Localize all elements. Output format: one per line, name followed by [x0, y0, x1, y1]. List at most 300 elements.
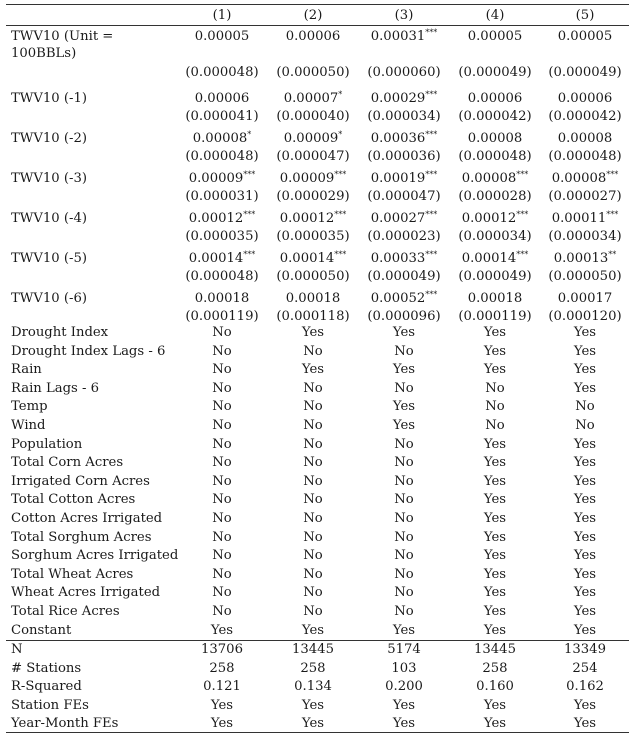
- standard-error-cell: (0.000028): [458, 189, 532, 204]
- coefficient-cell: [358, 28, 450, 46]
- standard-error-cell: (0.000027): [548, 189, 622, 204]
- coefficient-cell: [450, 130, 540, 148]
- control-indicator-cell: No: [303, 492, 323, 508]
- standard-error-row: [0, 108, 635, 126]
- top-rule: [6, 4, 629, 5]
- standard-error-cell: (0.000042): [548, 109, 622, 124]
- control-row: [0, 529, 635, 547]
- statistic-cell: 13706: [201, 642, 243, 657]
- control-indicator-cell: No: [212, 604, 232, 619]
- statistic-cell: 258: [482, 660, 508, 676]
- column-header-4: (4): [485, 8, 505, 23]
- significance-stars: **: [608, 250, 617, 259]
- significance-stars: ***: [425, 250, 438, 259]
- coefficient-row: [0, 90, 635, 108]
- row-label: Station FEs: [11, 697, 89, 713]
- control-indicator-cell: No: [212, 436, 232, 452]
- control-indicator-cell: Yes: [301, 325, 325, 340]
- control-indicator-cell: Yes: [483, 492, 507, 508]
- standard-error-row: [0, 188, 635, 206]
- coefficient-cell: [358, 210, 450, 228]
- control-indicator-cell: Yes: [392, 399, 416, 415]
- standard-error-cell: (0.000049): [458, 65, 532, 80]
- standard-error-cell: (0.000023): [367, 229, 441, 244]
- coefficient-cell: [268, 130, 358, 148]
- coefficient-value: 0.00008: [192, 131, 248, 146]
- coefficient-row: [0, 290, 635, 308]
- statistic-cell: Yes: [483, 716, 507, 732]
- standard-error-cell: (0.000120): [548, 309, 622, 324]
- control-indicator-cell: Yes: [573, 511, 597, 526]
- significance-stars: ***: [425, 290, 438, 299]
- coefficient-value: 0.00008: [557, 131, 613, 146]
- significance-stars: ***: [243, 250, 256, 259]
- control-indicator-cell: No: [212, 343, 232, 359]
- statistic-cell: 0.162: [566, 679, 604, 695]
- row-label: Constant: [11, 622, 72, 638]
- standard-error-cell: (0.000034): [548, 229, 622, 244]
- coefficient-value: 0.00009: [279, 171, 335, 186]
- control-indicator-cell: No: [303, 548, 323, 564]
- control-indicator-cell: No: [212, 511, 232, 526]
- standard-error-cell: (0.000048): [185, 65, 259, 80]
- control-row: [0, 361, 635, 379]
- coefficient-row: [0, 130, 635, 148]
- significance-stars: *: [338, 130, 343, 139]
- standard-error-cell: (0.000050): [276, 65, 350, 80]
- control-indicator-cell: No: [575, 399, 595, 415]
- coefficient-value: 0.00036: [370, 131, 426, 146]
- control-indicator-cell: No: [303, 343, 323, 359]
- coefficient-value: 0.00018: [467, 291, 523, 306]
- row-label: Rain Lags - 6: [11, 380, 100, 396]
- row-label: Total Wheat Acres: [11, 566, 134, 582]
- statistic-cell: 0.134: [294, 679, 332, 695]
- coefficient-cell: [176, 290, 268, 308]
- control-indicator-cell: No: [303, 436, 323, 452]
- column-header-5: (5): [575, 8, 595, 23]
- control-indicator-cell: No: [303, 604, 323, 619]
- control-indicator-cell: Yes: [301, 622, 325, 638]
- row-label: TWV10 (-1): [11, 91, 87, 106]
- control-indicator-cell: No: [303, 511, 323, 526]
- standard-error-cell: (0.000096): [367, 309, 441, 324]
- control-indicator-cell: No: [212, 325, 232, 340]
- coefficient-value: 0.00029: [370, 91, 426, 106]
- significance-stars: ***: [425, 210, 438, 219]
- statistic-cell: 0.160: [476, 679, 514, 695]
- coefficient-cell: [540, 170, 630, 188]
- row-label: R-Squared: [11, 679, 82, 695]
- coefficient-cell: [176, 210, 268, 228]
- statistic-row: [0, 715, 635, 733]
- standard-error-row: [0, 268, 635, 286]
- control-indicator-cell: No: [394, 492, 414, 508]
- standard-error-cell: (0.000118): [276, 309, 350, 324]
- control-indicator-cell: Yes: [573, 585, 597, 601]
- row-label: TWV10 (-4): [11, 211, 87, 226]
- significance-stars: ***: [606, 170, 619, 179]
- coefficient-value: 0.00027: [370, 211, 426, 226]
- column-header-row: [0, 7, 635, 25]
- coefficient-cell: [358, 170, 450, 188]
- control-indicator-cell: No: [394, 436, 414, 452]
- significance-stars: ***: [425, 28, 438, 37]
- significance-stars: ***: [334, 250, 347, 259]
- control-indicator-cell: No: [303, 585, 323, 601]
- coefficient-cell: [268, 250, 358, 268]
- statistic-cell: 5174: [387, 642, 421, 657]
- statistic-cell: 254: [572, 660, 598, 676]
- coefficient-value: 0.00006: [285, 29, 341, 44]
- coefficient-cell: [268, 290, 358, 308]
- control-row: [0, 436, 635, 454]
- control-indicator-cell: No: [394, 566, 414, 582]
- coefficient-cell: [176, 170, 268, 188]
- statistic-row: [0, 697, 635, 715]
- significance-stars: ***: [243, 170, 256, 179]
- significance-stars: *: [338, 90, 343, 99]
- control-indicator-cell: No: [212, 585, 232, 601]
- significance-stars: ***: [516, 170, 529, 179]
- row-label: Drought Index Lags - 6: [11, 343, 166, 359]
- row-label: N: [11, 642, 23, 657]
- significance-stars: ***: [516, 210, 529, 219]
- statistic-cell: 0.200: [385, 679, 423, 695]
- control-indicator-cell: No: [212, 473, 232, 489]
- control-row: [0, 343, 635, 361]
- coefficient-cell: [268, 28, 358, 46]
- row-label: Total Rice Acres: [11, 604, 120, 619]
- statistic-cell: Yes: [210, 716, 234, 732]
- significance-stars: ***: [606, 210, 619, 219]
- coefficient-value: 0.00011: [551, 211, 607, 226]
- row-label: Total Cotton Acres: [11, 492, 136, 508]
- standard-error-cell: (0.000119): [185, 309, 259, 324]
- control-indicator-cell: No: [394, 548, 414, 564]
- control-row: [0, 603, 635, 621]
- row-label: Sorghum Acres Irrigated: [11, 548, 179, 564]
- coefficient-cell: [540, 250, 630, 268]
- coefficient-value: 0.00052: [370, 291, 426, 306]
- header-rule: [6, 25, 629, 26]
- standard-error-cell: (0.000047): [367, 189, 441, 204]
- coefficient-value: 0.00009: [283, 131, 339, 146]
- control-indicator-cell: No: [394, 511, 414, 526]
- standard-error-row: [0, 228, 635, 246]
- control-indicator-cell: Yes: [483, 566, 507, 582]
- coefficient-value: 0.00012: [279, 211, 335, 226]
- significance-stars: ***: [425, 170, 438, 179]
- statistic-cell: 13445: [474, 642, 516, 657]
- statistic-cell: Yes: [573, 697, 597, 713]
- control-row: [0, 454, 635, 472]
- standard-error-cell: (0.000050): [276, 269, 350, 284]
- row-label: Temp: [11, 399, 48, 415]
- row-label: TWV10 (-5): [11, 251, 87, 266]
- standard-error-cell: (0.000119): [458, 309, 532, 324]
- control-row: [0, 566, 635, 584]
- coefficient-value: 0.00012: [461, 211, 517, 226]
- coefficient-cell: [176, 28, 268, 46]
- row-label: # Stations: [11, 660, 82, 676]
- coefficient-cell: [176, 250, 268, 268]
- row-label: Irrigated Corn Acres: [11, 473, 150, 489]
- control-indicator-cell: Yes: [392, 418, 416, 433]
- row-label: Year-Month FEs: [11, 716, 119, 732]
- row-label: Rain: [11, 362, 42, 378]
- control-indicator-cell: Yes: [573, 492, 597, 508]
- row-label: TWV10 (-6): [11, 291, 87, 306]
- coefficient-value: 0.00033: [370, 251, 426, 266]
- coefficient-value: 0.00031: [370, 29, 426, 44]
- control-indicator-cell: No: [212, 362, 232, 378]
- control-indicator-cell: No: [212, 529, 232, 545]
- standard-error-cell: (0.000048): [185, 269, 259, 284]
- row-label: Drought Index: [11, 325, 109, 340]
- standard-error-cell: (0.000048): [548, 149, 622, 164]
- statistic-row: [0, 641, 635, 659]
- coefficient-value: 0.00017: [557, 291, 613, 306]
- control-row: [0, 380, 635, 398]
- coefficient-cell: [540, 130, 630, 148]
- statistic-cell: Yes: [573, 716, 597, 732]
- standard-error-cell: (0.000048): [458, 149, 532, 164]
- control-indicator-cell: Yes: [573, 604, 597, 619]
- significance-stars: ***: [334, 210, 347, 219]
- standard-error-cell: (0.000034): [458, 229, 532, 244]
- coefficient-value: 0.00007: [283, 91, 339, 106]
- standard-error-cell: (0.000029): [276, 189, 350, 204]
- control-indicator-cell: Yes: [483, 436, 507, 452]
- standard-error-cell: (0.000050): [548, 269, 622, 284]
- significance-stars: ***: [516, 250, 529, 259]
- control-indicator-cell: Yes: [573, 325, 597, 340]
- control-indicator-cell: Yes: [392, 325, 416, 340]
- statistic-cell: Yes: [301, 697, 325, 713]
- row-label: Cotton Acres Irrigated: [11, 511, 163, 526]
- control-indicator-cell: Yes: [573, 380, 597, 396]
- control-row: [0, 324, 635, 342]
- row-label: TWV10 (Unit =: [11, 29, 114, 44]
- significance-stars: ***: [425, 90, 438, 99]
- statistic-cell: 13445: [292, 642, 334, 657]
- control-indicator-cell: No: [303, 455, 323, 471]
- control-indicator-cell: No: [394, 604, 414, 619]
- control-indicator-cell: Yes: [483, 362, 507, 378]
- control-indicator-cell: No: [212, 566, 232, 582]
- control-row: [0, 398, 635, 416]
- coefficient-cell: [450, 250, 540, 268]
- control-row: [0, 622, 635, 640]
- control-indicator-cell: Yes: [483, 343, 507, 359]
- control-row: [0, 473, 635, 491]
- control-row: [0, 510, 635, 528]
- column-header-3: (3): [394, 8, 414, 23]
- control-indicator-cell: No: [212, 380, 232, 396]
- coefficient-row: [0, 28, 635, 46]
- control-indicator-cell: Yes: [483, 473, 507, 489]
- coefficient-cell: [540, 28, 630, 46]
- coefficient-value: 0.00006: [557, 91, 613, 106]
- row-label: Total Corn Acres: [11, 455, 124, 471]
- row-label-continuation: 100BBLs): [11, 46, 77, 61]
- statistic-cell: 258: [300, 660, 326, 676]
- control-indicator-cell: Yes: [483, 622, 507, 638]
- control-indicator-cell: Yes: [392, 622, 416, 638]
- statistic-cell: 0.121: [203, 679, 241, 695]
- standard-error-cell: (0.000031): [185, 189, 259, 204]
- control-row: [0, 547, 635, 565]
- control-indicator-cell: No: [303, 380, 323, 396]
- control-indicator-cell: No: [303, 566, 323, 582]
- statistic-row: [0, 660, 635, 678]
- significance-stars: *: [247, 130, 252, 139]
- statistic-cell: Yes: [392, 716, 416, 732]
- statistic-cell: Yes: [392, 697, 416, 713]
- coefficient-value: 0.00013: [553, 251, 609, 266]
- significance-stars: ***: [425, 130, 438, 139]
- control-indicator-cell: No: [212, 418, 232, 433]
- control-row: [0, 417, 635, 435]
- control-indicator-cell: Yes: [483, 604, 507, 619]
- column-header-1: (1): [212, 8, 232, 23]
- control-indicator-cell: No: [394, 343, 414, 359]
- standard-error-cell: (0.000047): [276, 149, 350, 164]
- control-indicator-cell: No: [212, 492, 232, 508]
- standard-error-cell: (0.000035): [276, 229, 350, 244]
- coefficient-cell: [268, 210, 358, 228]
- coefficient-cell: [358, 250, 450, 268]
- standard-error-cell: (0.000049): [367, 269, 441, 284]
- control-indicator-cell: No: [303, 399, 323, 415]
- coefficient-cell: [176, 130, 268, 148]
- statistic-cell: 258: [209, 660, 235, 676]
- coefficient-cell: [540, 210, 630, 228]
- coefficient-cell: [176, 90, 268, 108]
- coefficient-cell: [450, 170, 540, 188]
- coefficient-value: 0.00005: [467, 29, 523, 44]
- coefficient-cell: [358, 130, 450, 148]
- coefficient-cell: [358, 290, 450, 308]
- control-indicator-cell: Yes: [483, 585, 507, 601]
- coefficient-cell: [450, 90, 540, 108]
- coefficient-cell: [268, 170, 358, 188]
- coefficient-value: 0.00008: [551, 171, 607, 186]
- standard-error-cell: (0.000060): [367, 65, 441, 80]
- coefficient-row: [0, 210, 635, 228]
- control-indicator-cell: No: [212, 548, 232, 564]
- control-indicator-cell: Yes: [483, 455, 507, 471]
- control-indicator-cell: No: [394, 529, 414, 545]
- statistic-row: [0, 678, 635, 696]
- standard-error-cell: (0.000040): [276, 109, 350, 124]
- control-indicator-cell: Yes: [573, 529, 597, 545]
- standard-error-cell: (0.000036): [367, 149, 441, 164]
- coefficient-value: 0.00019: [370, 171, 426, 186]
- column-header-2: (2): [303, 8, 323, 23]
- row-label: Wheat Acres Irrigated: [11, 585, 161, 601]
- coefficient-row: [0, 250, 635, 268]
- coefficient-row: [0, 170, 635, 188]
- coefficient-cell: [450, 28, 540, 46]
- control-row: [0, 491, 635, 509]
- coefficient-value: 0.00018: [285, 291, 341, 306]
- standard-error-cell: (0.000049): [458, 269, 532, 284]
- standard-error-cell: (0.000048): [185, 149, 259, 164]
- coefficient-cell: [540, 290, 630, 308]
- row-label: Total Sorghum Acres: [11, 529, 152, 545]
- standard-error-row: [0, 64, 635, 82]
- statistic-cell: 13349: [564, 642, 606, 657]
- coefficient-cell: [450, 210, 540, 228]
- significance-stars: ***: [334, 170, 347, 179]
- control-indicator-cell: Yes: [392, 362, 416, 378]
- coefficient-value: 0.00006: [467, 91, 523, 106]
- coefficient-value: 0.00009: [188, 171, 244, 186]
- control-indicator-cell: Yes: [483, 325, 507, 340]
- coefficient-value: 0.00005: [557, 29, 613, 44]
- row-label: Wind: [11, 418, 46, 433]
- statistic-cell: Yes: [483, 697, 507, 713]
- coefficient-value: 0.00006: [194, 91, 250, 106]
- statistic-cell: Yes: [210, 697, 234, 713]
- control-row: [0, 584, 635, 602]
- coefficient-value: 0.00014: [461, 251, 517, 266]
- control-indicator-cell: Yes: [573, 622, 597, 638]
- control-indicator-cell: No: [303, 418, 323, 433]
- control-indicator-cell: Yes: [573, 473, 597, 489]
- control-indicator-cell: No: [394, 473, 414, 489]
- control-indicator-cell: No: [394, 380, 414, 396]
- coefficient-value: 0.00008: [467, 131, 523, 146]
- coefficient-cell: [268, 90, 358, 108]
- control-indicator-cell: No: [212, 399, 232, 415]
- control-indicator-cell: Yes: [573, 455, 597, 471]
- control-indicator-cell: Yes: [301, 362, 325, 378]
- significance-stars: ***: [243, 210, 256, 219]
- coefficient-cell: [358, 90, 450, 108]
- control-indicator-cell: No: [303, 473, 323, 489]
- bottom-rule: [6, 732, 629, 733]
- statistic-cell: 103: [391, 660, 417, 676]
- standard-error-cell: (0.000049): [548, 65, 622, 80]
- control-indicator-cell: No: [485, 380, 505, 396]
- statistic-cell: Yes: [301, 716, 325, 732]
- row-label: TWV10 (-2): [11, 131, 87, 146]
- control-indicator-cell: No: [303, 529, 323, 545]
- control-indicator-cell: No: [394, 585, 414, 601]
- coefficient-cell: [450, 290, 540, 308]
- control-indicator-cell: No: [485, 399, 505, 415]
- coefficient-value: 0.00014: [279, 251, 335, 266]
- control-indicator-cell: No: [394, 455, 414, 471]
- control-indicator-cell: No: [485, 418, 505, 433]
- coefficient-value: 0.00005: [194, 29, 250, 44]
- coefficient-cell: [540, 90, 630, 108]
- standard-error-row: [0, 148, 635, 166]
- control-indicator-cell: Yes: [483, 548, 507, 564]
- control-indicator-cell: Yes: [210, 622, 234, 638]
- coefficient-value: 0.00014: [188, 251, 244, 266]
- row-label: Population: [11, 436, 83, 452]
- control-indicator-cell: Yes: [483, 529, 507, 545]
- control-indicator-cell: No: [212, 455, 232, 471]
- coefficient-value: 0.00012: [188, 211, 244, 226]
- control-indicator-cell: Yes: [573, 343, 597, 359]
- standard-error-cell: (0.000041): [185, 109, 259, 124]
- coefficient-value: 0.00018: [194, 291, 250, 306]
